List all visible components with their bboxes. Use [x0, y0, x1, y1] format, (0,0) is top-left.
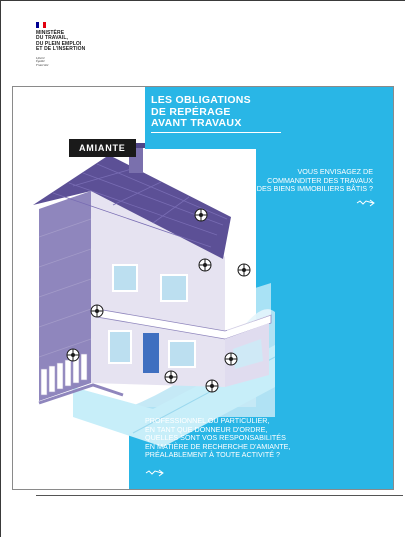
- republic-motto: [36, 57, 85, 68]
- french-flag-icon: [36, 22, 46, 28]
- question-line: SUR DES BIENS IMMOBILIERS BÂTIS ?: [239, 184, 373, 194]
- crosshair-target-icon: [66, 348, 80, 362]
- motto-line: Liberté: [36, 55, 45, 60]
- amiante-tag: AMIANTE: [69, 139, 136, 157]
- motto-line: Fraternité: [36, 62, 49, 67]
- responsibility-line: QUELLES SONT VOS RESPONSABILITÉS: [145, 433, 286, 443]
- bottom-rule: [36, 495, 403, 496]
- crosshair-target-icon: [224, 352, 238, 366]
- ministry-line: MINISTÈRE: [36, 30, 65, 36]
- crosshair-target-icon: [237, 263, 251, 277]
- ministry-line: DU PLEIN EMPLOI: [36, 40, 82, 47]
- arrow-right-icon: [145, 469, 165, 477]
- motto-line: Égalité: [36, 59, 45, 64]
- ministry-line: DU TRAVAIL,: [36, 35, 69, 42]
- responsibility-line: EN TANT QUE DONNEUR D'ORDRE,: [145, 424, 268, 434]
- arrow-right-icon: [356, 199, 376, 207]
- crosshair-target-icon: [90, 304, 104, 318]
- responsibility-text: [145, 417, 290, 460]
- poster-title: [151, 95, 281, 133]
- question-text: [240, 168, 373, 194]
- crosshair-target-icon: [198, 258, 212, 272]
- ministry-name: [36, 31, 85, 53]
- crosshair-target-icon: [194, 208, 208, 222]
- responsibility-line: PRÉALABLEMENT À TOUTE ACTIVITÉ ?: [145, 450, 281, 460]
- crosshair-target-icon: [164, 370, 178, 384]
- responsibility-line: PROFESSIONNEL OU PARTICULIER,: [145, 416, 270, 425]
- ministry-line: ET DE L'INSERTION: [36, 46, 86, 53]
- title-underline: [151, 132, 281, 133]
- title-line: AVANT TRAVAUX: [151, 117, 242, 129]
- title-line: LES OBLIGATIONS: [151, 94, 251, 106]
- cover-poster: [12, 86, 394, 490]
- ministry-logo: [36, 22, 85, 67]
- responsibility-line: EN MATIÈRE DE RECHERCHE D'AMIANTE,: [145, 441, 291, 451]
- title-line: DE REPÉRAGE: [151, 105, 231, 118]
- question-line: VOUS ENVISAGEZ DE: [297, 167, 373, 176]
- question-line: COMMANDITER DES TRAVAUX: [267, 175, 373, 185]
- crosshair-target-icon: [205, 379, 219, 393]
